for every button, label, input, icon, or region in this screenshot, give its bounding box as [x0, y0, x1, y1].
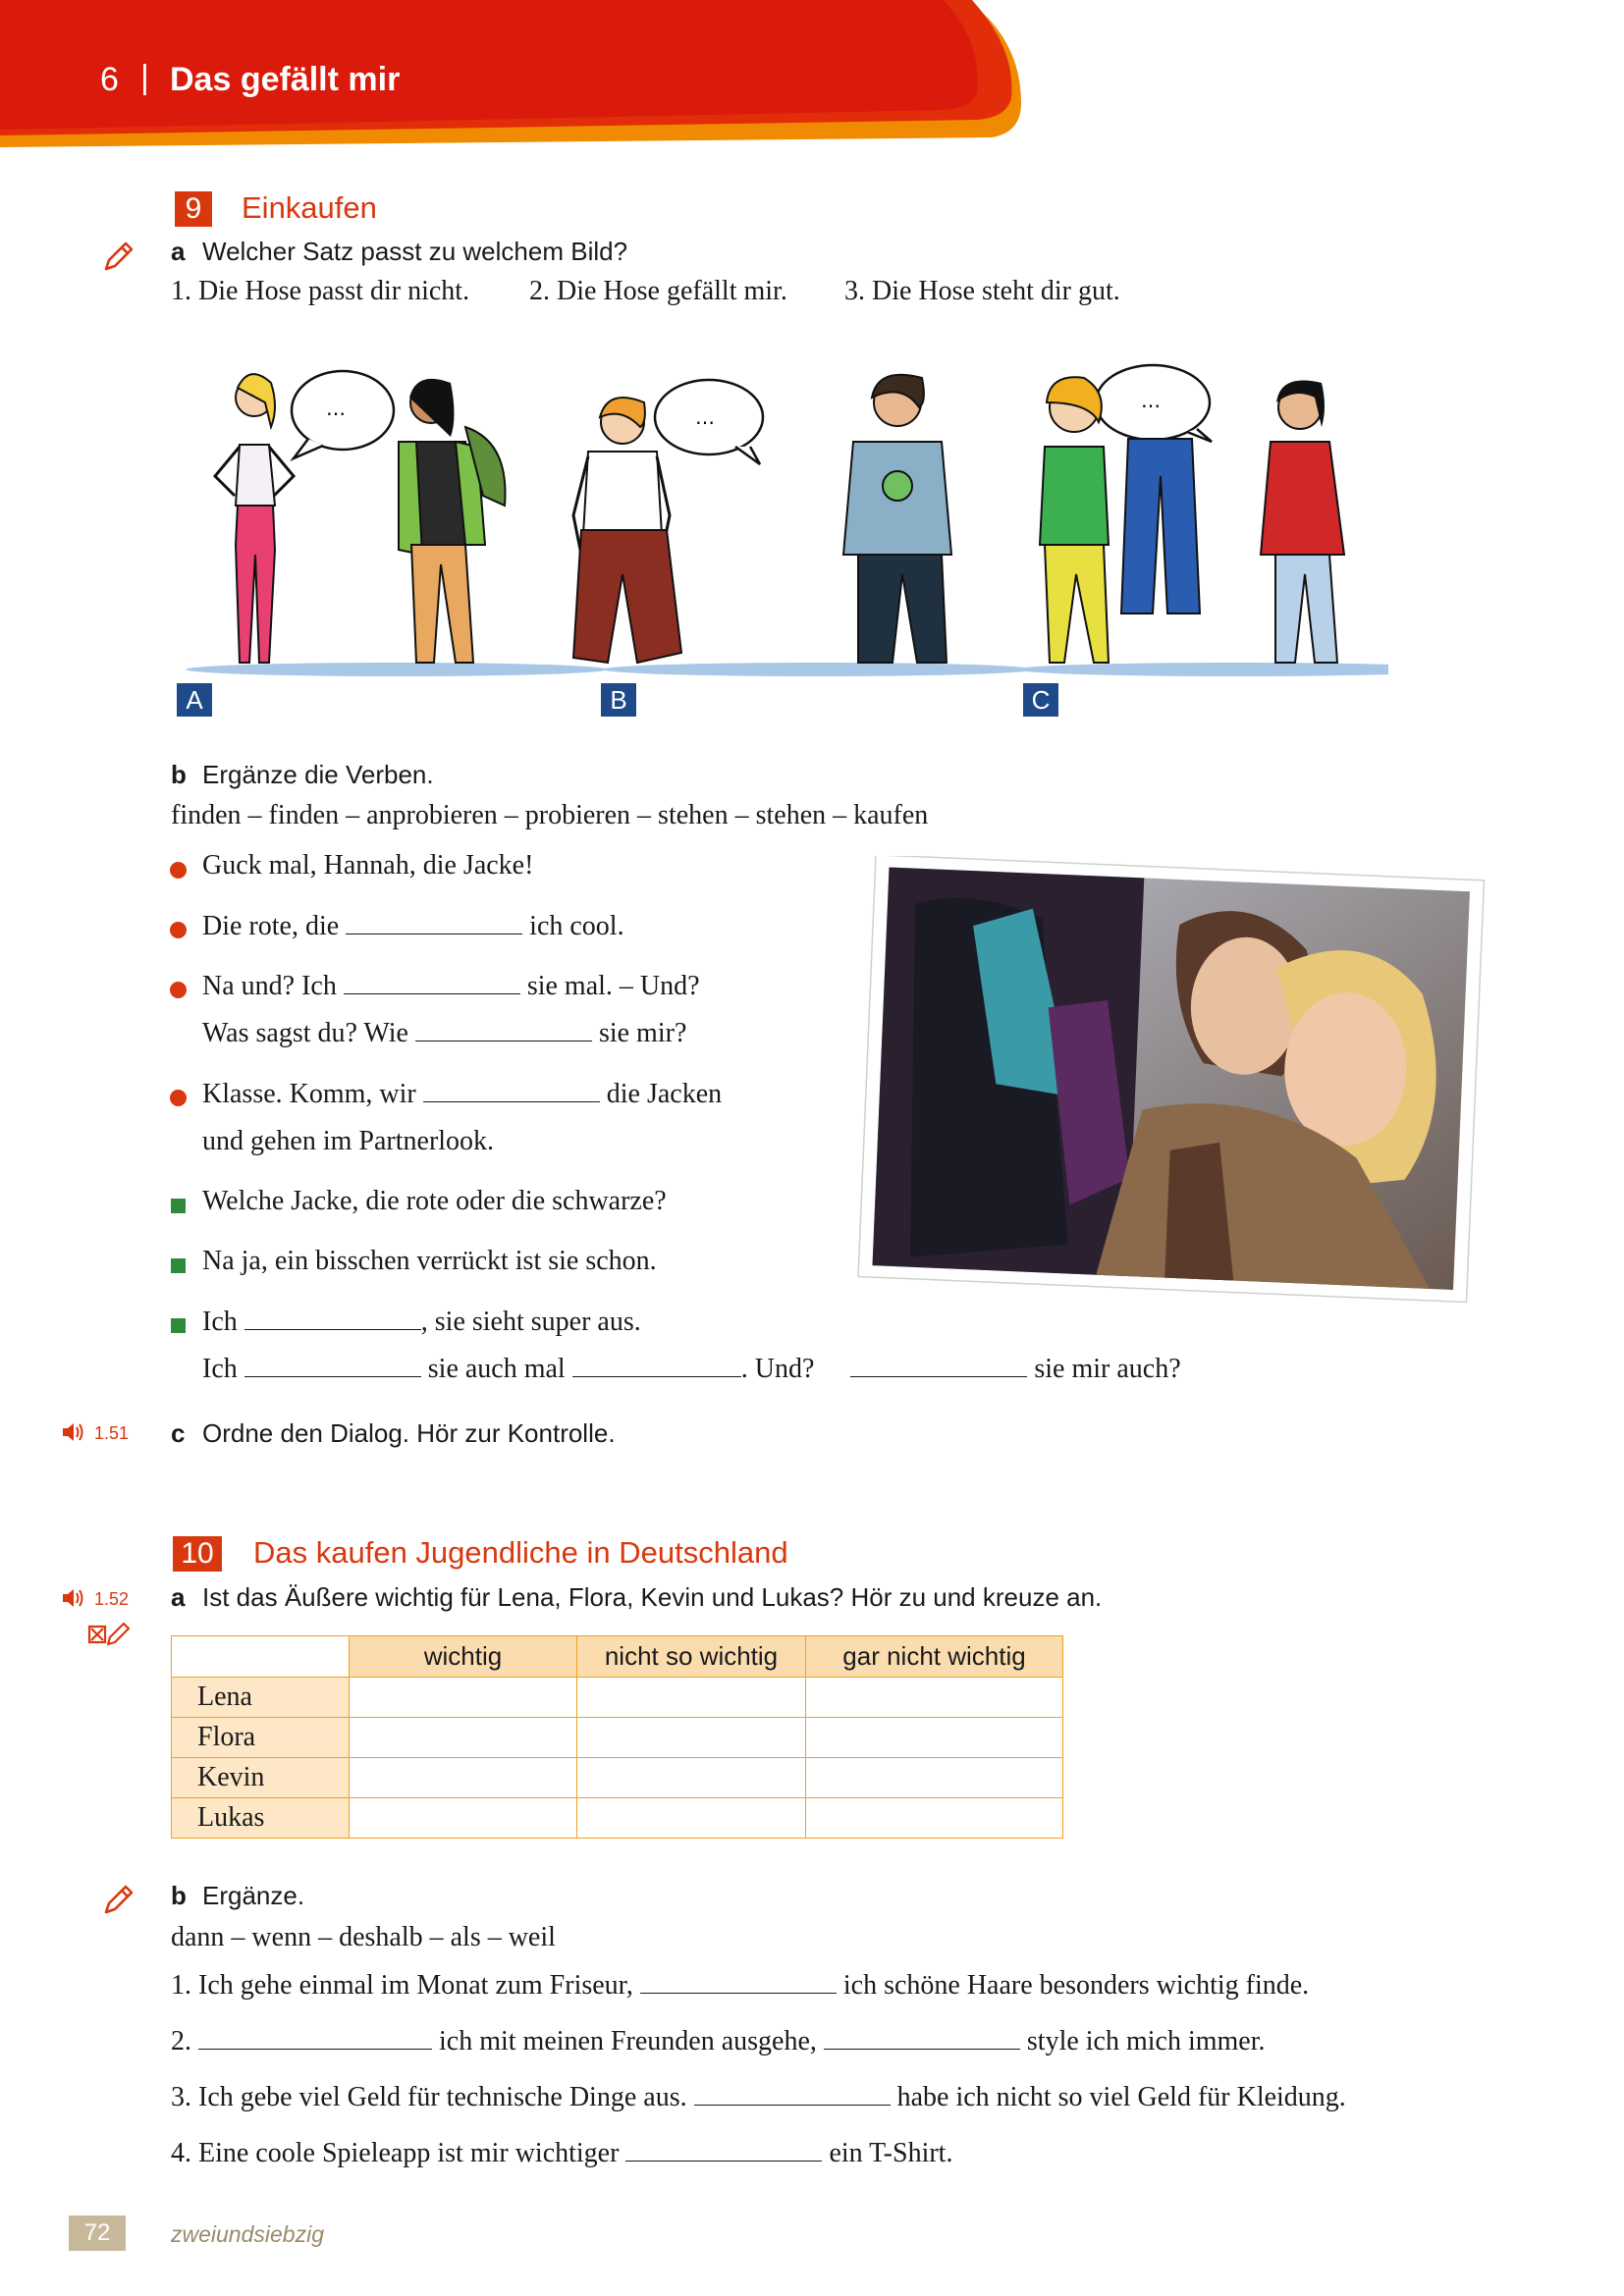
cartoon-illustrations — [171, 348, 1388, 682]
sentence-text: 2. — [171, 2026, 191, 2056]
sentence-text: ich schöne Haare besonders wichtig finde. — [842, 1970, 1310, 2001]
row-name: Lena — [172, 1678, 350, 1718]
chapter-header-band — [0, 0, 1021, 147]
dialog-text: ich cool. — [529, 911, 624, 941]
dialog-line-6: und gehen im Partnerlook. — [202, 1126, 495, 1156]
sentence-text: 3. Ich gebe viel Geld für technische Dinge aus. — [171, 2082, 687, 2112]
ex10a-letter: a — [171, 1582, 186, 1612]
answer-cell[interactable] — [577, 1758, 806, 1798]
row-name: Flora — [172, 1718, 350, 1758]
answer-cell[interactable] — [350, 1758, 577, 1798]
column-header: nicht so wichtig — [577, 1636, 806, 1678]
dialog-text: sie mir auch? — [1034, 1354, 1181, 1384]
table-corner — [172, 1636, 350, 1678]
dialog-text: die Jacken — [606, 1079, 723, 1109]
table-row — [172, 1678, 1063, 1718]
speaker-dot — [170, 1090, 187, 1106]
answer-blank[interactable] — [244, 1353, 421, 1377]
chapter-title: Das gefällt mir — [170, 61, 401, 98]
importance-table — [171, 1635, 1063, 1839]
ex9b-letter: b — [171, 760, 187, 789]
ex9b-instruction: Ergänze die Verben. — [202, 760, 434, 789]
page-number-word: zweiundsiebzig — [171, 2221, 324, 2247]
answer-blank[interactable] — [625, 2137, 822, 2162]
dialog-text: sie mir? — [598, 1018, 687, 1048]
dialog-text: . Und? — [740, 1354, 815, 1384]
table-row — [172, 1718, 1063, 1758]
dialog-line-1: Guck mal, Hannah, die Jacke! — [202, 850, 534, 881]
answer-cell[interactable] — [806, 1718, 1063, 1758]
ex9c-letter: c — [171, 1418, 186, 1448]
answer-blank[interactable] — [346, 910, 522, 934]
answer-blank[interactable] — [694, 2081, 891, 2106]
conjunction-word-bank: dann – wenn – deshalb – als – weil — [171, 1922, 556, 1952]
dialog-line-2 — [202, 910, 624, 942]
audio-speaker-icon[interactable] — [61, 1420, 86, 1444]
svg-text:…: … — [326, 397, 346, 420]
dialog-text: , sie sieht super aus. — [420, 1307, 641, 1337]
dialog-text: Ich — [202, 1354, 238, 1384]
sentence-text: 4. Eine coole Spieleapp ist mir wichtiger — [171, 2138, 620, 2168]
panel-label-a: A — [177, 683, 212, 717]
column-header: gar nicht wichtig — [806, 1636, 1063, 1678]
ex10b-instruction: Ergänze. — [202, 1881, 305, 1910]
speaker-dot — [170, 982, 187, 998]
answer-blank[interactable] — [824, 2025, 1020, 2050]
dialog-text: Ich — [202, 1307, 238, 1337]
dialog-line-8: Na ja, ein bisschen verrückt ist sie schon. — [202, 1246, 657, 1276]
svg-text:…: … — [695, 405, 715, 429]
speaker-dot — [170, 922, 187, 938]
answer-blank[interactable] — [244, 1306, 421, 1330]
panel-a-drawing — [215, 371, 506, 663]
sentence-text: habe ich nicht so viel Geld für Kleidung. — [896, 2082, 1346, 2112]
dialog-text: Klasse. Komm, wir — [202, 1079, 416, 1109]
exercise-10-title: Das kaufen Jugendliche in Deutschland — [253, 1535, 788, 1570]
pencil-icon — [102, 1883, 135, 1916]
answer-cell[interactable] — [350, 1798, 577, 1839]
exercise-sentence-4 — [171, 2137, 952, 2169]
verb-word-bank: finden – finden – anprobieren – probieren – stehen – stehen – kaufen — [171, 800, 929, 830]
answer-cell[interactable] — [350, 1718, 577, 1758]
exercise-sentence-2 — [171, 2025, 1266, 2057]
sentence-text: ein T-Shirt. — [829, 2138, 953, 2168]
speaker-dot — [170, 862, 187, 879]
answer-blank[interactable] — [640, 1969, 837, 1994]
panel-label-c: C — [1023, 683, 1058, 717]
shopping-photo — [848, 856, 1506, 1337]
pencil-icon — [102, 240, 135, 273]
answer-blank[interactable] — [415, 1017, 592, 1041]
sentence-3: 3. Die Hose steht dir gut. — [844, 276, 1120, 306]
sentence-text: ich mit meinen Freunden ausgehe, — [439, 2026, 817, 2056]
table-row — [172, 1758, 1063, 1798]
ex9c-instruction: Ordne den Dialog. Hör zur Kontrolle. — [202, 1418, 616, 1448]
column-header: wichtig — [350, 1636, 577, 1678]
dialog-line-3 — [202, 970, 700, 1002]
row-name: Lukas — [172, 1798, 350, 1839]
ex10b-letter: b — [171, 1881, 187, 1910]
answer-blank[interactable] — [850, 1353, 1027, 1377]
exercise-sentence-1 — [171, 1969, 1309, 2002]
answer-cell[interactable] — [806, 1758, 1063, 1798]
table-row — [172, 1798, 1063, 1839]
speaker-square — [171, 1199, 186, 1213]
exercise-sentence-3 — [171, 2081, 1346, 2113]
sentence-text: 1. Ich gehe einmal im Monat zum Friseur, — [171, 1970, 633, 2001]
panel-label-b: B — [601, 683, 636, 717]
answer-blank[interactable] — [423, 1078, 600, 1102]
answer-cell[interactable] — [806, 1678, 1063, 1718]
answer-cell[interactable] — [806, 1798, 1063, 1839]
dialog-text: Die rote, die — [202, 911, 340, 941]
answer-cell[interactable] — [577, 1718, 806, 1758]
audio-speaker-icon[interactable] — [61, 1586, 86, 1610]
panel-c-drawing — [1040, 365, 1344, 663]
dialog-text: Na und? Ich — [202, 971, 337, 1001]
panel-b-drawing — [573, 375, 951, 663]
table-header-row — [172, 1636, 1063, 1678]
dialog-line-9 — [202, 1306, 641, 1338]
answer-blank[interactable] — [198, 2025, 432, 2050]
dialog-line-4 — [202, 1017, 686, 1049]
ex10a-instruction: Ist das Äußere wichtig für Lena, Flora, Kevin und Lukas? Hör zu und kreuze an. — [202, 1582, 1103, 1612]
dialog-line-7: Welche Jacke, die rote oder die schwarze? — [202, 1186, 667, 1216]
speaker-square — [171, 1318, 186, 1333]
dialog-line-10 — [202, 1353, 1181, 1385]
exercise-9-title: Einkaufen — [242, 190, 377, 225]
check-and-pencil-icon — [86, 1618, 134, 1647]
speaker-square — [171, 1258, 186, 1273]
row-name: Kevin — [172, 1758, 350, 1798]
audio-track-number: 1.52 — [94, 1589, 130, 1609]
exercise-10-number: 10 — [173, 1536, 222, 1572]
answer-blank[interactable] — [572, 1353, 741, 1377]
chapter-number: 6 — [100, 61, 119, 98]
audio-track-number: 1.51 — [94, 1423, 130, 1443]
dialog-text: sie auch mal — [427, 1354, 566, 1384]
sentence-text: style ich mich immer. — [1026, 2026, 1266, 2056]
answer-cell[interactable] — [577, 1678, 806, 1718]
chapter-separator: | — [140, 59, 149, 96]
sentence-1: 1. Die Hose passt dir nicht. — [171, 276, 470, 306]
dialog-line-5 — [202, 1078, 722, 1110]
dialog-text: Was sagst du? Wie — [202, 1018, 408, 1048]
answer-cell[interactable] — [350, 1678, 577, 1718]
answer-cell[interactable] — [577, 1798, 806, 1839]
sentence-2: 2. Die Hose gefällt mir. — [529, 276, 787, 306]
ex9a-letter: a — [171, 237, 186, 266]
svg-text:…: … — [1141, 389, 1161, 412]
ex9a-instruction: Welcher Satz passt zu welchem Bild? — [202, 237, 628, 266]
page-number: 72 — [69, 2216, 126, 2251]
dialog-text: sie mal. – Und? — [526, 971, 700, 1001]
exercise-9-number: 9 — [175, 191, 212, 227]
answer-blank[interactable] — [344, 970, 520, 994]
